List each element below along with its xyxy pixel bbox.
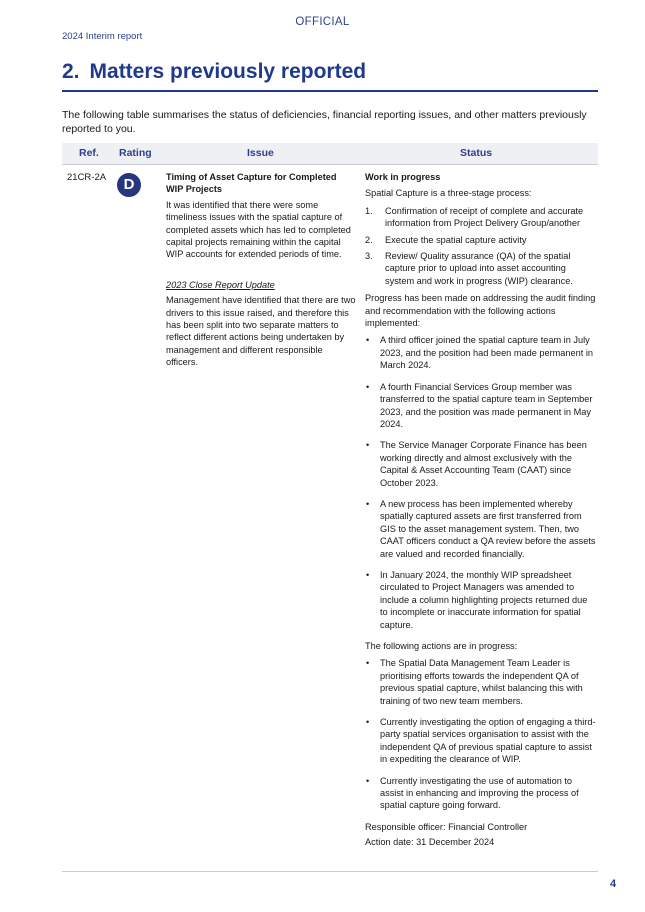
issue-body: It was identified that there were some timeliness issues with the spatial capture of completed assets which has led to completed capital projects remaining within the capital WIP accounts for extended periods of time.	[166, 199, 351, 260]
in-progress-intro: The following actions are in progress:	[365, 641, 518, 651]
responsible-officer: Responsible officer: Financial Controller	[365, 821, 528, 832]
table-header	[62, 143, 598, 165]
rating-badge: D	[117, 173, 141, 197]
process-step	[365, 234, 597, 246]
step-text: Review/ Quality assurance (QA) of the spatial capture prior to upload into asset accounting system and work in progress (WIP) clearance.	[385, 251, 573, 286]
step-number: 1.	[365, 205, 373, 216]
in-progress-action: • Currently investigating the option of engaging a third-party spatial services organisation to assist with the independent QA of previous spatial capture to assist in expediting the clearance of WIP.	[365, 716, 597, 766]
step-text: Confirmation of receipt of complete and accurate information from Project Delivery Group/another	[385, 205, 584, 229]
section-intro: The following table summarises the status of deficiencies, financial reporting issues, and other matters previously reported to you.	[62, 109, 587, 135]
progress-intro: Progress has been made on addressing the audit finding and recommendation with the following actions implemented:	[365, 293, 596, 329]
page-number: 4	[610, 878, 617, 890]
process-step	[365, 205, 597, 230]
status-cell	[365, 171, 597, 852]
header-status: Status	[460, 147, 493, 159]
implemented-actions	[365, 334, 597, 631]
process-intro: Spatial Capture is a three-stage process:	[365, 188, 532, 199]
header-rating: Rating	[119, 147, 152, 159]
action-date: Action date: 31 December 2024	[365, 837, 495, 848]
status-heading: Work in progress	[365, 172, 441, 182]
implemented-action: • In January 2024, the monthly WIP spreadsheet circulated to Project Managers was amended to include a column highlighting projects returned due to incomplete or inaccurate information for spatial capture.	[365, 569, 597, 631]
process-step	[365, 250, 597, 287]
step-text: Execute the spatial capture activity	[385, 234, 527, 245]
implemented-action: • A third officer joined the spatial capture team in July 2023, and the position had been made permanent in March 2024.	[365, 334, 597, 371]
issue-title: Timing of Asset Capture for Completed WIP Projects	[166, 172, 337, 195]
table-bottom-rule	[62, 871, 598, 872]
header-issue: Issue	[247, 147, 274, 159]
process-steps	[365, 205, 597, 287]
implemented-action: • A fourth Financial Services Group member was transferred to the spatial capture team in September 2023, and the position was made permanent in May 2024.	[365, 381, 597, 431]
step-number: 3.	[365, 251, 373, 262]
in-progress-action: • Currently investigating the use of automation to assist in enhancing and improving the process of spatial capture going forward.	[365, 775, 597, 812]
section-title-text: Matters previously reported	[89, 60, 367, 83]
update-heading: 2023 Close Report Update	[166, 279, 275, 290]
update-body: Management have identified that there are two drivers to this issue raised, and therefore this has been split into two separate matters to reflect different actions being undertaken by management and different responsible officers.	[166, 295, 356, 368]
report-name: 2024 Interim report	[62, 31, 143, 42]
in-progress-actions	[365, 657, 597, 811]
ref-cell: 21CR-2A	[67, 172, 107, 183]
header-ref: Ref.	[79, 147, 99, 159]
in-progress-action: • The Spatial Data Management Team Leader is prioritising efforts towards the independent QA of previous spatial capture, whilst balancing this with training of two new team members.	[365, 657, 597, 707]
section-number: 2.	[62, 60, 80, 83]
issue-cell	[166, 171, 356, 387]
section-title	[62, 60, 598, 92]
step-number: 2.	[365, 234, 373, 245]
implemented-action: • The Service Manager Corporate Finance has been working directly and almost exclusively with the Capital & Asset Accounting Team (CAAT) since October 2023.	[365, 439, 597, 489]
implemented-action: • A new process has been implemented whereby spatially captured assets are first transferred from GIS to the asset management system. Then, two CAAT officers conduct a QA review before the assets are valued and recorded financially.	[365, 498, 597, 560]
classification-label: OFFICIAL	[295, 16, 350, 28]
